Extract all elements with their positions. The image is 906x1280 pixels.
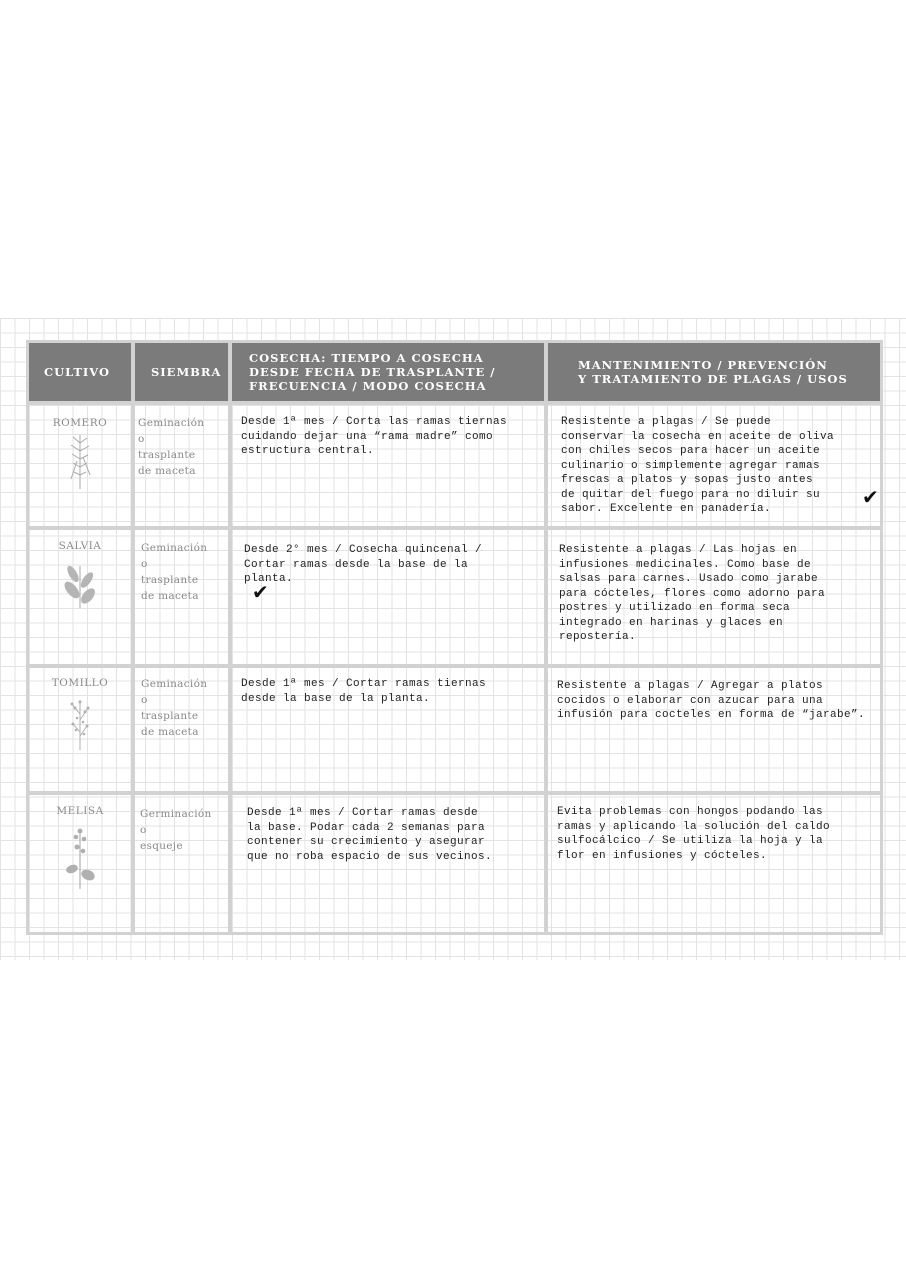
header-mantenimiento-label: MANTENIMIENTO / PREVENCIÓN Y TRATAMIENTO DE PLAGAS / USOS — [578, 358, 848, 386]
table-row-tomillo-siembra — [132, 665, 231, 794]
crop-name: MELISA — [56, 805, 104, 817]
table-row-melisa-siembra — [132, 792, 231, 935]
table-row-romero-cosecha — [229, 402, 547, 529]
header-cosecha — [229, 340, 547, 404]
thyme-icon — [65, 696, 95, 752]
maintenance-text: Evita problemas con hongos podando las ramas y aplicando la solución del caldo sulfocálcico / Se utiliza la hoja y la flor en infusiones y cócteles. — [557, 806, 831, 862]
table-row-tomillo-cultivo — [26, 665, 134, 794]
table-row-melisa-mantenimiento — [545, 792, 883, 935]
maintenance-text: Resistente a plagas / Las hojas en infusiones medicinales. Como base de salsas para carnes. Usado como jarabe para cócteles, flores como adorno para postres y utilizado en forma seca integrado en harinas y glaces en repostería. — [559, 544, 826, 643]
sage-icon — [62, 560, 98, 610]
table-row-romero-cultivo — [26, 402, 134, 529]
crop-name: ROMERO — [52, 417, 108, 429]
sowing-method: Geminación o trasplante de maceta — [141, 542, 208, 602]
sowing-method: Geminación o trasplante de maceta — [141, 678, 208, 738]
table-row-melisa-cosecha — [229, 792, 547, 935]
maintenance-text: Resistente a plagas / Agregar a platos cocidos o elaborar con azucar para una infusión para cocteles en forma de “jarabe”. — [557, 680, 866, 721]
table-row-tomillo-mantenimiento — [545, 665, 883, 794]
harvest-text: Desde 1ª mes / Cortar ramas tiernas desde la base de la planta. — [241, 678, 487, 705]
harvest-text: Desde 1ª mes / Corta las ramas tiernas cuidando dejar una “rama madre” como estructura central. — [241, 416, 508, 457]
table-row-romero-mantenimiento — [545, 402, 883, 529]
table-row-salvia-siembra — [132, 527, 231, 667]
sowing-method: Germinación o esqueje — [140, 808, 212, 852]
rosemary-icon — [65, 431, 95, 491]
table-row-romero-siembra — [132, 402, 231, 529]
header-siembra-label: SIEMBRA — [151, 365, 222, 379]
header-siembra — [132, 340, 231, 404]
header-mantenimiento — [545, 340, 883, 404]
crop-name: TOMILLO — [51, 677, 109, 689]
maintenance-text: Resistente a plagas / Se puede conservar la cosecha en aceite de oliva con chiles secos para hacer un aceite culinario o simplemente agregar ramas frescas a platos y sopas justo antes de quitar del fuego para no diluir su sabor. Excelente en panadería. — [561, 416, 835, 515]
header-cultivo — [26, 340, 134, 404]
header-cultivo-label: CULTIVO — [44, 365, 111, 379]
table-row-salvia-cultivo — [26, 527, 134, 667]
harvest-text: Desde 1ª mes / Cortar ramas desde la base. Podar cada 2 semanas para contener su crecimiento y asegurar que no roba espacio de sus vecinos. — [247, 807, 493, 863]
table-row-tomillo-cosecha — [229, 665, 547, 794]
table-row-melisa-cultivo — [26, 792, 134, 935]
sowing-method: Geminación o trasplante de maceta — [138, 417, 205, 477]
checkmark-icon: ✔ — [862, 485, 879, 509]
checkmark-icon: ✔ — [252, 580, 269, 604]
lemon-balm-icon — [62, 825, 98, 891]
header-cosecha-label: COSECHA: TIEMPO A COSECHA DESDE FECHA DE TRASPLANTE / FRECUENCIA / MODO COSECHA — [249, 351, 496, 393]
table-row-salvia-cosecha — [229, 527, 547, 667]
harvest-text: Desde 2° mes / Cosecha quincenal / Cortar ramas desde la base de la planta. — [244, 544, 483, 585]
crop-name: SALVIA — [58, 540, 102, 552]
table-row-salvia-mantenimiento — [545, 527, 883, 667]
